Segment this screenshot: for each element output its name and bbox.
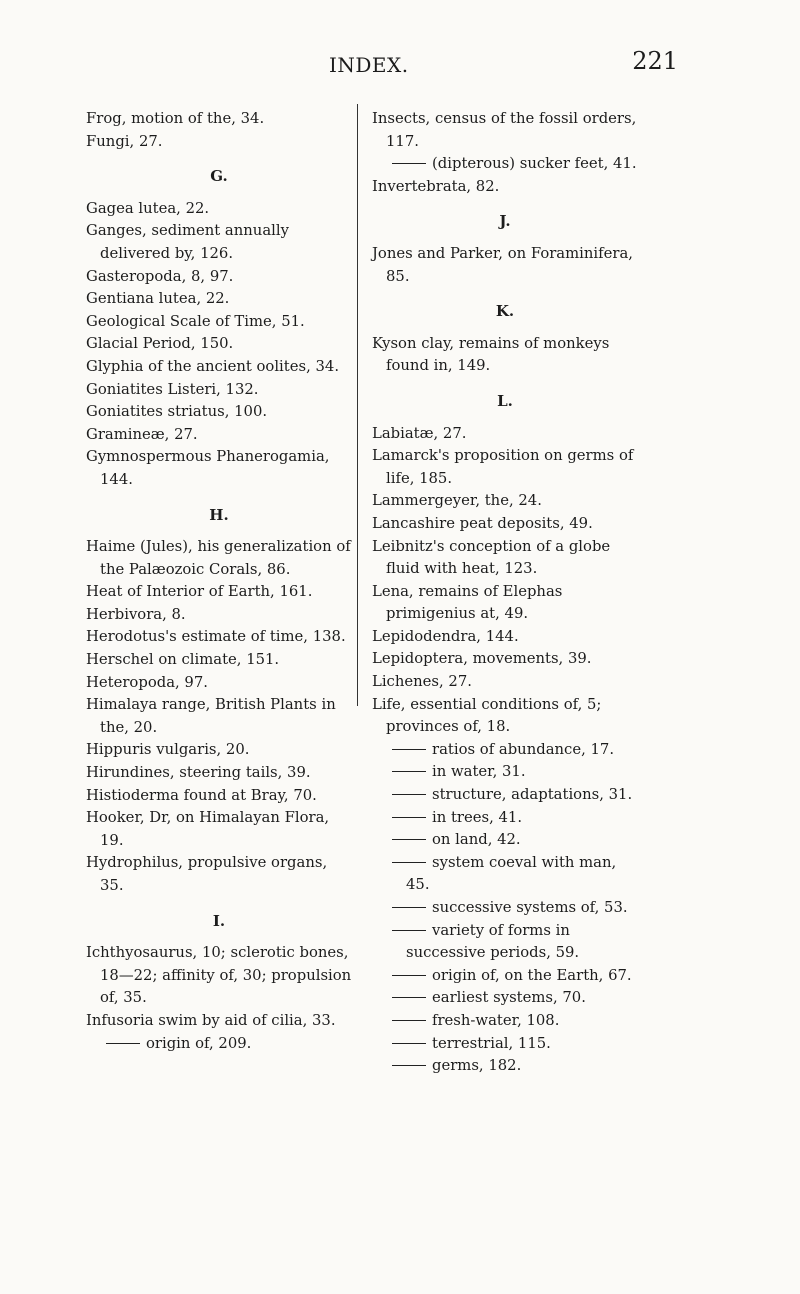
index-entry-text: Herschel on climate, 151. — [86, 651, 280, 669]
ditto-dash — [392, 975, 426, 976]
index-entry-text: Jones and Parker, on Foraminifera, 85. — [372, 244, 633, 285]
section-letter — [86, 165, 352, 188]
index-column-left — [86, 108, 352, 1055]
index-subentry-text: (dipterous) sucker feet, 41. — [432, 155, 637, 173]
index-entry — [86, 942, 352, 1010]
index-subentry-text: system coeval with man, 45. — [406, 853, 617, 894]
index-entry — [372, 423, 638, 446]
index-subentry-text: successive systems of, 53. — [432, 899, 628, 916]
index-entry — [372, 490, 638, 513]
section-letter — [372, 300, 638, 323]
index-entry — [86, 198, 352, 221]
index-subentry — [372, 897, 638, 920]
running-head: INDEX. — [329, 53, 409, 77]
index-entry — [86, 401, 352, 424]
index-entry-text: Haime (Jules), his generalization of the Palæozoic Corals, 86. — [86, 538, 351, 578]
index-entry-text: Life, essential conditions of, 5; provinces of, 18. — [372, 695, 602, 736]
index-entry-text: Leibnitz's conception of a globe fluid with heat, 123. — [372, 537, 611, 578]
ditto-dash — [392, 163, 426, 164]
index-entry — [86, 379, 352, 402]
index-entry-text: Hooker, Dr, on Himalayan Flora, 19. — [86, 809, 330, 849]
index-subentry — [372, 1033, 638, 1056]
index-subentry-text: structure, adaptations, 31. — [432, 786, 633, 804]
index-entry-text: Hirundines, steering tails, 39. — [86, 764, 311, 782]
index-entry — [372, 513, 638, 536]
index-entry — [86, 536, 352, 581]
index-entry-text: Glacial Period, 150. — [86, 335, 234, 353]
index-entry-text: Frog, motion of the, 34. — [86, 110, 265, 127]
index-subentry-text: terrestrial, 115. — [432, 1034, 551, 1052]
index-subentry-text: earliest systems, 70. — [432, 989, 586, 1007]
index-entry — [86, 446, 352, 491]
index-entry — [372, 626, 638, 649]
index-entry-text: Kyson clay, remains of monkeys found in, 149. — [372, 334, 610, 375]
section-letter — [86, 504, 352, 527]
index-entry — [86, 424, 352, 447]
index-entry-text: Gymnospermous Phanerogamia, 144. — [86, 448, 330, 488]
section-letter-text: G. — [210, 167, 228, 186]
index-entry — [86, 333, 352, 356]
index-subentry-text: origin of, 209. — [146, 1034, 252, 1052]
index-subentry — [372, 1055, 638, 1078]
index-entry — [372, 671, 638, 694]
section-letter — [86, 910, 352, 933]
index-entry — [372, 648, 638, 671]
index-entry — [86, 807, 352, 852]
index-entry — [86, 604, 352, 627]
index-entry-text: Hippuris vulgaris, 20. — [86, 741, 250, 759]
index-subentry-text: in water, 31. — [432, 763, 526, 781]
index-entry — [86, 785, 352, 808]
ditto-dash — [392, 794, 426, 795]
index-entry-text: Lammergeyer, the, 24. — [372, 492, 542, 510]
index-subentry — [372, 852, 638, 897]
ditto-dash — [392, 771, 426, 772]
section-letter-text: K. — [495, 302, 515, 321]
index-entry-text: Gasteropoda, 8, 97. — [86, 267, 234, 285]
index-entry-text: Fungi, 27. — [86, 132, 163, 150]
index-column-right — [372, 108, 638, 1078]
index-entry-text: Lena, remains of Elephas primigenius at, 49. — [372, 582, 563, 623]
index-entry-text: Heat of Interior of Earth, 161. — [86, 583, 313, 601]
index-entry — [86, 108, 352, 131]
index-entry-text: Himalaya range, British Plants in the, 20. — [86, 696, 336, 736]
section-letter-text: J. — [499, 212, 511, 231]
index-entry — [86, 739, 352, 762]
index-entry-text: Goniatites striatus, 100. — [86, 403, 268, 421]
index-subentry — [86, 1033, 352, 1056]
ditto-dash — [392, 862, 426, 863]
index-entry — [86, 288, 352, 311]
index-entry-text: Gentiana lutea, 22. — [86, 290, 230, 308]
index-entry-text: Heteropoda, 97. — [86, 673, 208, 691]
index-subentry — [372, 965, 638, 988]
index-entry — [372, 581, 638, 626]
index-subentry-text: ratios of abundance, 17. — [432, 740, 615, 758]
ditto-dash — [392, 749, 426, 750]
index-entry-text: Labiatæ, 27. — [372, 424, 467, 442]
ditto-dash — [392, 1065, 426, 1066]
index-entry — [372, 176, 638, 199]
ditto-dash — [392, 839, 426, 840]
index-entry — [86, 852, 352, 897]
index-subentry-text: on land, 42. — [432, 831, 521, 849]
index-entry — [372, 108, 638, 153]
ditto-dash — [106, 1043, 140, 1044]
index-entry — [372, 243, 638, 288]
section-letter-text: H. — [209, 505, 229, 524]
section-letter-text: I. — [212, 911, 226, 930]
index-entry — [372, 445, 638, 490]
index-entry — [86, 581, 352, 604]
index-subentry — [372, 761, 638, 784]
index-subentry — [372, 987, 638, 1010]
index-entry-text: Infusoria swim by aid of cilia, 33. — [86, 1011, 336, 1029]
index-entry-text: Lepidodendra, 144. — [372, 627, 519, 645]
index-entry-text: Goniatites Listeri, 132. — [86, 380, 259, 398]
index-entry — [86, 311, 352, 334]
index-entry-text: Invertebrata, 82. — [372, 177, 500, 195]
index-entry-text: Ichthyosaurus, 10; sclerotic bones, 18—22; affinity of, 30; propulsion of, 35. — [86, 944, 352, 1007]
ditto-dash — [392, 930, 426, 931]
index-entry-text: Histioderma found at Bray, 70. — [86, 786, 317, 804]
index-entry — [86, 762, 352, 785]
index-entry-text: Herbivora, 8. — [86, 605, 186, 623]
index-entry-text: Gagea lutea, 22. — [86, 199, 210, 217]
index-subentry-text: germs, 182. — [432, 1057, 522, 1075]
index-subentry — [372, 739, 638, 762]
ditto-dash — [392, 1043, 426, 1044]
ditto-dash — [392, 817, 426, 818]
index-entry-text: Ganges, sediment annually delivered by, 126. — [86, 222, 289, 262]
section-letter — [372, 390, 638, 413]
index-subentry — [372, 829, 638, 852]
index-entry-text: Gramineæ, 27. — [86, 425, 198, 443]
section-letter — [372, 210, 638, 233]
index-entry-text: Geological Scale of Time, 51. — [86, 312, 305, 330]
index-subentry — [372, 153, 638, 176]
index-entry-text: Lichenes, 27. — [372, 673, 472, 691]
page-header — [0, 47, 800, 87]
page-number: 221 — [632, 47, 678, 75]
ditto-dash — [392, 1020, 426, 1021]
index-subentry-text: in trees, 41. — [432, 808, 523, 826]
index-subentry-text: origin of, on the Earth, 67. — [432, 966, 632, 984]
index-subentry-text: fresh-water, 108. — [432, 1011, 560, 1029]
index-entry-text: Lancashire peat deposits, 49. — [372, 514, 593, 532]
index-entry — [372, 694, 638, 739]
index-subentry — [372, 807, 638, 830]
index-entry — [86, 1010, 352, 1033]
index-entry-text: Herodotus's estimate of time, 138. — [86, 628, 346, 646]
column-divider — [357, 104, 358, 706]
index-subentry — [372, 920, 638, 965]
index-subentry-text: variety of forms in successive periods, 59. — [406, 921, 580, 962]
index-entry — [86, 672, 352, 695]
index-entry — [86, 266, 352, 289]
index-subentry — [372, 784, 638, 807]
section-letter-text: L. — [497, 391, 513, 410]
index-entry — [372, 536, 638, 581]
index-entry — [86, 626, 352, 649]
index-entry-text: Insects, census of the fossil orders, 117. — [372, 110, 637, 150]
index-entry — [86, 694, 352, 739]
index-entry — [86, 131, 352, 154]
index-subentry — [372, 1010, 638, 1033]
index-entry — [86, 356, 352, 379]
index-entry — [372, 333, 638, 378]
index-entry — [86, 220, 352, 265]
index-entry — [86, 649, 352, 672]
index-entry-text: Glyphia of the ancient oolites, 34. — [86, 357, 340, 375]
ditto-dash — [392, 907, 426, 908]
ditto-dash — [392, 997, 426, 998]
index-entry-text: Lepidoptera, movements, 39. — [372, 650, 592, 668]
index-entry-text: Hydrophilus, propulsive organs, 35. — [86, 854, 328, 894]
index-entry-text: Lamarck's proposition on germs of life, 185. — [372, 447, 634, 487]
